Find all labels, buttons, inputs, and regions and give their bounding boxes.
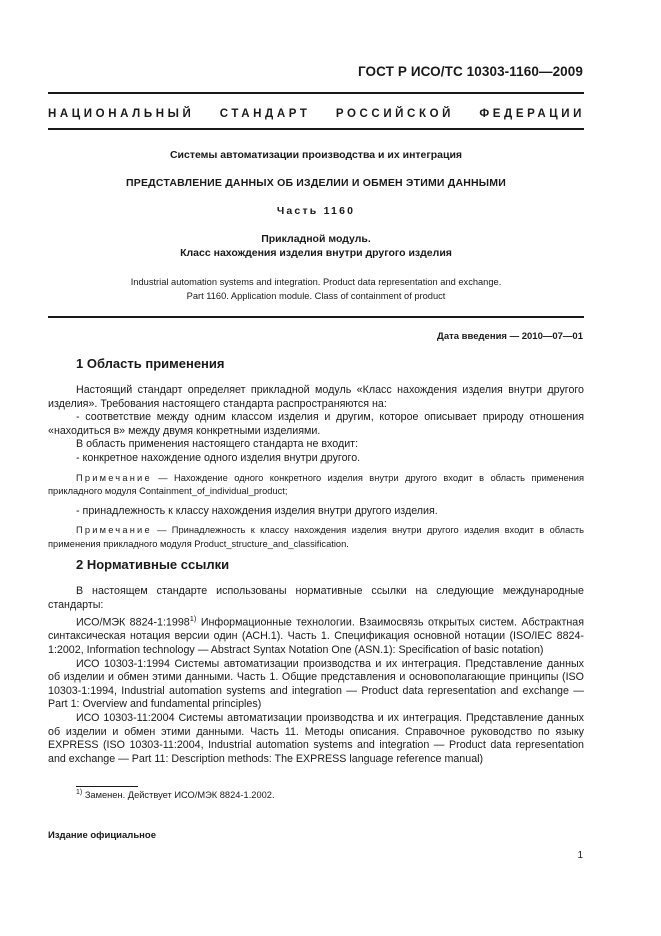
note-label: Примечание — [76, 472, 152, 483]
series-title: Системы автоматизации производства и их интеграция — [169, 149, 463, 161]
main-title: ПРЕДСТАВЛЕНИЕ ДАННЫХ ОБ ИЗДЕЛИИ И ОБМЕН ЭТИМИ ДАННЫМИ — [126, 177, 506, 189]
note-label: Примечание — [76, 525, 152, 536]
part-title: Часть 1160 — [276, 205, 356, 217]
footnote-mark: 1) — [76, 789, 83, 796]
section2-heading: 2 Нормативные ссылки — [76, 557, 230, 572]
reference-iso-10303-1: ИСО 10303-1:1994 Системы автоматизации производства и их интеграция. Представление данных об изделии и обмен этими данными. Часть 1. Общие представления и основополагающие принципы (ISO 10303-1:1994, Industrial automation systems and integration — Product data representation and exchange — Part 1: Overview and fundamental principles) — [48, 657, 584, 711]
module-title-line2: Класс нахождения изделия внутри другого изделия — [180, 247, 452, 259]
national-standard-title: НАЦИОНАЛЬНЫЙ СТАНДАРТ РОССИЙСКОЙ ФЕДЕРАЦИИ — [48, 108, 585, 120]
reference-iso-iec-8824 — [48, 612, 584, 657]
section1-note-1 — [48, 472, 584, 499]
section1-body — [48, 384, 584, 552]
section1-heading: 1 Область применения — [76, 356, 225, 371]
reference-iso-10303-11: ИСО 10303-11:2004 Системы автоматизации производства и их интеграция. Представление данных об изделии и обмен этими данными. Часть 11. Методы описания. Справочное руководство по языку EXPRESS (ISO 10303-11:2004, Industrial automation systems and integration — Product data representation and exchange — Part 11: Description methods: The EXPRESS language reference manual) — [48, 711, 584, 765]
edition-label: Издание официальное — [48, 830, 156, 841]
english-title-line2: Part 1160. Application module. Class of containment of product — [186, 291, 446, 301]
section2-body — [48, 585, 584, 766]
footnote — [76, 789, 275, 800]
section1-bullet-correspondence: - соответствие между одним классом изделия и другим, которое описывает природу отношения «находиться в» между двумя конкретными изделиями. — [48, 411, 584, 437]
section1-paragraph-exclusions: В область применения настоящего стандарта не входит: — [76, 438, 359, 451]
footnote-reference: 1) — [189, 614, 197, 624]
reference-designation: ИСО/МЭК 8824-1:1998 — [76, 616, 190, 629]
title-rule — [48, 316, 584, 318]
english-title-line1: Industrial automation systems and integration. Product data representation and exchange. — [130, 277, 502, 287]
section1-bullet-membership: - принадлежность к классу нахождения изделия внутри другого изделия. — [76, 504, 438, 517]
header-rule-bottom — [48, 128, 584, 130]
section1-bullet-containment: - конкретное нахождение одного изделия внутри другого. — [76, 451, 361, 464]
section1-paragraph: Настоящий стандарт определяет прикладной модуль «Класс нахождения изделия внутри другого изделия». Требования настоящего стандарта распространяются на: — [48, 384, 584, 410]
note-text: — Нахождение одного конкретного изделия внутри другого входит в область применения прикладного модуля Containment_of_individual_product; — [48, 472, 584, 497]
reference-title: Информационные технологии. Взаимосвязь открытых систем. Абстрактная синтаксическая нотация версии один (АСН.1). Часть 1. Спецификация основной нотации (ISO/IEC 8824-1:2002, Information technology — Abstract Syntax Notation One (ASN.1): Specification of basic notation) — [48, 616, 585, 656]
note-text: — Принадлежность к классу нахождения изделия внутри другого изделия входит в область применения прикладного модуля Product_structure_and_classification. — [48, 525, 584, 549]
footnote-text: Заменен. Действует ИСО/МЭК 8824-1.2002. — [82, 790, 275, 801]
standard-number: ГОСТ Р ИСО/ТС 10303-1160—2009 — [357, 64, 583, 79]
section1-note-2 — [48, 524, 584, 551]
section2-paragraph: В настоящем стандарте использованы нормативные ссылки на следующие международные стандарты: — [48, 585, 584, 611]
module-title-line1: Прикладной модуль. — [261, 233, 371, 245]
introduction-date: Дата введения — 2010—07—01 — [437, 331, 583, 342]
footnote-rule — [76, 786, 138, 787]
header-rule-top — [48, 92, 584, 94]
page-number: 1 — [577, 850, 583, 861]
